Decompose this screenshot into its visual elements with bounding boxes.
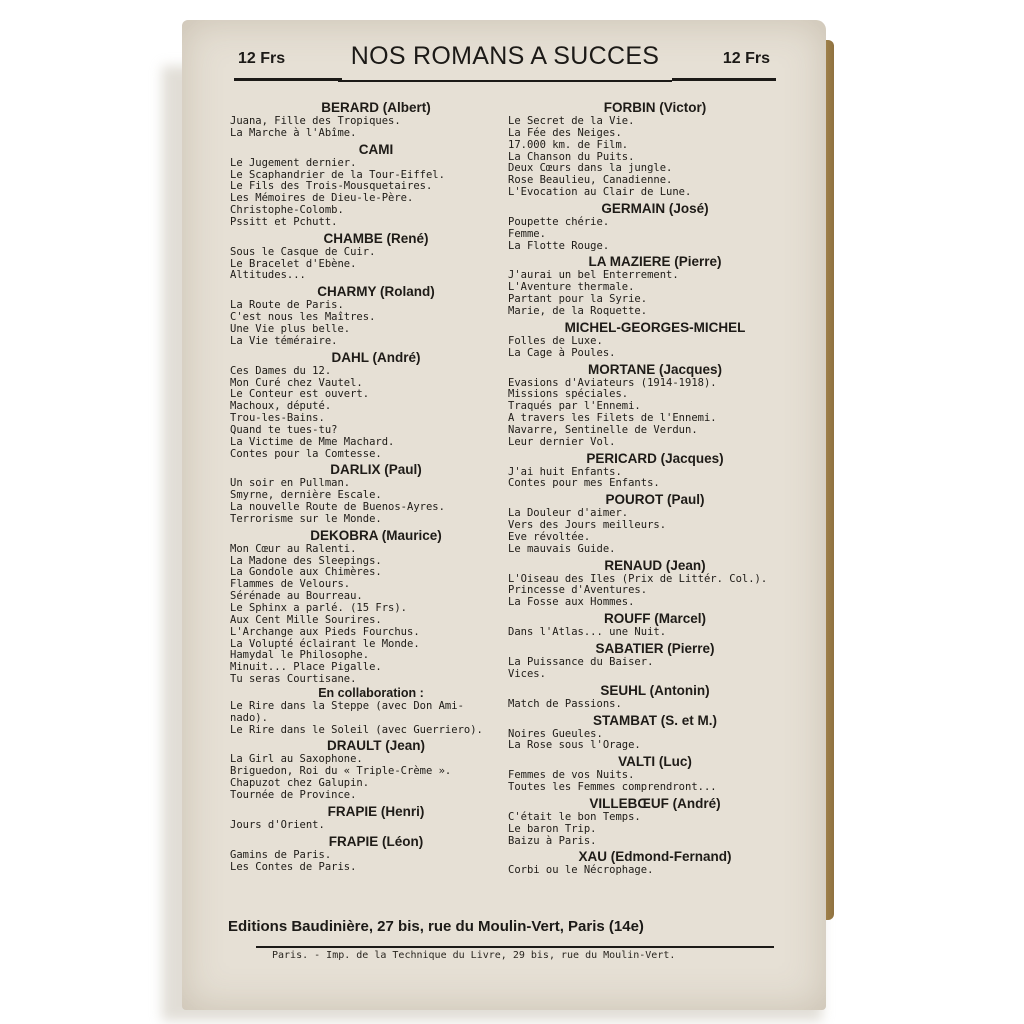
book-title: La Marche à l'Abîme. bbox=[230, 126, 357, 139]
author-entry bbox=[230, 528, 492, 686]
author-name: FRAPIE (Léon) bbox=[328, 833, 424, 849]
book-title: Mon Cœur au Ralenti. bbox=[230, 542, 357, 555]
book-title: La Madone des Sleepings. bbox=[230, 554, 382, 567]
book-title: La Douleur d'aimer. bbox=[508, 507, 629, 520]
book-title: Le Bracelet d'Ebène. bbox=[230, 257, 357, 270]
book-title: Le baron Trip. bbox=[508, 822, 597, 835]
book-title: Folles de Luxe. bbox=[508, 334, 603, 347]
author-name: CHARMY (Roland) bbox=[317, 284, 435, 300]
book-title: Noires Gueules. bbox=[508, 727, 603, 740]
author-entry bbox=[230, 462, 492, 525]
book-title: Tournée de Province. bbox=[230, 788, 357, 801]
book-title: La nouvelle Route de Buenos-Ayres. bbox=[230, 501, 445, 514]
book-title: Jours d'Orient. bbox=[230, 818, 325, 831]
author-name: SABATIER (Pierre) bbox=[595, 641, 715, 656]
author-entry bbox=[230, 738, 492, 801]
book-title: Poupette chérie. bbox=[508, 215, 610, 228]
book-title: La Route de Paris. bbox=[230, 299, 344, 312]
author-entry bbox=[508, 611, 772, 639]
book-title: Tu seras Courtisane. bbox=[230, 673, 357, 686]
book-title: Toutes les Femmes comprendront... bbox=[508, 781, 717, 794]
book-title: La Flotte Rouge. bbox=[508, 239, 610, 252]
book-title: Vers des Jours meilleurs. bbox=[508, 519, 667, 532]
book-title: Smyrne, dernière Escale. bbox=[230, 489, 382, 502]
book-title: Une Vie plus belle. bbox=[230, 322, 351, 335]
book-title: J'aurai un bel Enterrement. bbox=[508, 269, 679, 282]
author-name: VALTI (Luc) bbox=[618, 754, 692, 770]
book-title: Ces Dames du 12. bbox=[230, 364, 332, 377]
author-entry bbox=[230, 100, 492, 140]
header-rule-left bbox=[234, 78, 342, 81]
author-entry bbox=[508, 362, 772, 449]
author-entry bbox=[508, 796, 772, 848]
book-title: Le mauvais Guide. bbox=[508, 542, 616, 555]
author-entry bbox=[230, 284, 492, 347]
header-rule-right bbox=[672, 78, 776, 81]
book-title: A travers les Filets de l'Ennemi. bbox=[508, 412, 717, 425]
book-title: Princesse d'Aventures. bbox=[508, 584, 648, 597]
book-title: Terrorisme sur le Monde. bbox=[230, 512, 382, 525]
publisher-line: Editions Baudinière, 27 bis, rue du Moulin-Vert, Paris (14e) bbox=[228, 918, 644, 935]
book-title: Le Conteur est ouvert. bbox=[230, 388, 370, 401]
book-title: Trou-les-Bains. bbox=[230, 412, 325, 425]
book-title: Le Sphinx a parlé. (15 Frs). bbox=[230, 602, 408, 614]
book-title: Les Contes de Paris. bbox=[230, 860, 357, 873]
book-title: Evasions d'Aviateurs (1914-1918). bbox=[508, 376, 717, 389]
book-title: Rose Beaulieu, Canadienne. bbox=[508, 174, 673, 187]
book-title: Le Rire dans la Steppe (avec Don Ami- bbox=[230, 699, 464, 712]
book-title: Aux Cent Mille Sourires. bbox=[230, 613, 382, 626]
author-entry bbox=[508, 558, 772, 610]
footer-rule bbox=[256, 946, 774, 948]
book-title: Chapuzot chez Galupin. bbox=[230, 777, 370, 790]
author-name: XAU (Edmond-Fernand) bbox=[578, 849, 732, 865]
page-title: NOS ROMANS A SUCCES bbox=[350, 42, 660, 70]
book-title: Match de Passions. bbox=[508, 697, 622, 710]
book-title: Marie, de la Roquette. bbox=[508, 304, 648, 317]
author-name: FRAPIE (Henri) bbox=[327, 803, 425, 819]
author-entry bbox=[508, 754, 772, 794]
book-title: Contes pour la Comtesse. bbox=[230, 447, 382, 460]
author-name: RENAUD (Jean) bbox=[604, 557, 706, 573]
book-title: La Fée des Neiges. bbox=[508, 126, 622, 139]
book-title: Navarre, Sentinelle de Verdun. bbox=[508, 423, 698, 436]
book-title: Missions spéciales. bbox=[508, 388, 629, 401]
author-name: CHAMBE (René) bbox=[323, 230, 429, 246]
author-entry bbox=[508, 492, 772, 555]
right-column bbox=[508, 98, 772, 877]
author-entry bbox=[230, 231, 492, 283]
book-title: Les Mémoires de Dieu-le-Père. bbox=[230, 192, 414, 205]
book-title: Sous le Casque de Cuir. bbox=[230, 245, 376, 258]
book-title: Le Scaphandrier de la Tour-Eiffel. bbox=[230, 168, 445, 181]
book-title: Sérénade au Bourreau. bbox=[230, 590, 363, 603]
book-title: Machoux, député. bbox=[230, 400, 332, 413]
left-column bbox=[230, 98, 492, 873]
book-title: L'Archange aux Pieds Fourchus. bbox=[230, 625, 420, 638]
author-entry bbox=[230, 686, 492, 737]
book-title: Baizu à Paris. bbox=[508, 834, 597, 847]
author-name: DAHL (André) bbox=[331, 349, 421, 365]
author-name: GERMAIN (José) bbox=[601, 200, 709, 216]
book-title: Le Secret de la Vie. bbox=[508, 115, 635, 127]
book-title: Flammes de Velours. bbox=[230, 578, 351, 591]
book-title: Briguedon, Roi du « Triple-Crème ». bbox=[230, 765, 452, 778]
book-title: Deux Cœurs dans la jungle. bbox=[508, 162, 673, 175]
author-entry bbox=[230, 834, 492, 874]
author-name: FORBIN (Victor) bbox=[603, 100, 707, 115]
author-name: MORTANE (Jacques) bbox=[587, 361, 723, 377]
book-title: C'était le bon Temps. bbox=[508, 810, 641, 823]
author-name: DEKOBRA (Maurice) bbox=[310, 527, 442, 543]
book-title: Leur dernier Vol. bbox=[508, 435, 616, 448]
book-title: Le Jugement dernier. bbox=[230, 156, 357, 169]
back-cover-page bbox=[182, 20, 826, 1010]
book-title: Altitudes... bbox=[230, 269, 306, 282]
book-title: La Chanson du Puits. bbox=[508, 150, 635, 163]
author-entry bbox=[508, 201, 772, 253]
book-title: J'ai huit Enfants. bbox=[508, 465, 622, 478]
book-title: Le Fils des Trois-Mousquetaires. bbox=[230, 180, 433, 193]
book-title: L'Oiseau des Iles (Prix de Littér. Col.). bbox=[508, 572, 768, 585]
book-title: La Fosse aux Hommes. bbox=[508, 596, 635, 609]
author-name: PERICARD (Jacques) bbox=[586, 450, 724, 466]
book-title: Le Rire dans le Soleil (avec Guerriero). bbox=[230, 723, 483, 736]
book-title: Quand te tues-tu? bbox=[230, 423, 338, 436]
book-title: Juana, Fille des Tropiques. bbox=[230, 115, 401, 127]
book-title: Eve révoltée. bbox=[508, 530, 591, 543]
book-title: La Girl au Saxophone. bbox=[230, 753, 363, 766]
book-title: Vices. bbox=[508, 667, 546, 680]
header-rule-middle bbox=[338, 80, 672, 82]
author-name: BERARD (Albert) bbox=[321, 100, 431, 115]
section-subhead: En collaboration : bbox=[318, 685, 424, 700]
book-title: La Volupté éclairant le Monde. bbox=[230, 637, 420, 650]
author-entry bbox=[508, 320, 772, 360]
author-name: STAMBAT (S. et M.) bbox=[593, 712, 717, 728]
author-entry bbox=[508, 641, 772, 681]
author-name: DARLIX (Paul) bbox=[330, 462, 422, 478]
price-left: 12 Frs bbox=[238, 50, 286, 67]
book-title: La Gondole aux Chimères. bbox=[230, 566, 382, 579]
header bbox=[182, 42, 826, 86]
book-title: L'Aventure thermale. bbox=[508, 281, 635, 294]
author-entry bbox=[508, 683, 772, 711]
book-title: C'est nous les Maîtres. bbox=[230, 311, 376, 324]
author-name: VILLEBŒUF (André) bbox=[589, 795, 721, 811]
book-title: Femmes de vos Nuits. bbox=[508, 769, 635, 782]
book-title: 17.000 km. de Film. bbox=[508, 138, 629, 151]
book-title: Hamydal le Philosophe. bbox=[230, 649, 370, 662]
book-title: Mon Curé chez Vautel. bbox=[230, 376, 363, 389]
book-title: Un soir en Pullman. bbox=[230, 477, 351, 490]
book-title: La Vie téméraire. bbox=[230, 334, 338, 347]
author-name: MICHEL-GEORGES-MICHEL bbox=[564, 319, 746, 335]
author-name: CAMI bbox=[358, 141, 394, 157]
book-title: La Puissance du Baiser. bbox=[508, 656, 654, 668]
author-entry bbox=[230, 804, 492, 832]
author-name: LA MAZIERE (Pierre) bbox=[588, 254, 722, 270]
author-entry bbox=[508, 451, 772, 491]
author-name: ROUFF (Marcel) bbox=[603, 611, 706, 627]
book-title: La Rose sous l'Orage. bbox=[508, 739, 641, 752]
author-name: SEUHL (Antonin) bbox=[600, 682, 710, 698]
book-title: Corbi ou le Nécrophage. bbox=[508, 864, 654, 877]
book-title: Femme. bbox=[508, 227, 546, 240]
book-title: Pssitt et Pchutt. bbox=[230, 215, 338, 228]
book-title: Gamins de Paris. bbox=[230, 848, 332, 861]
book-title: nado). bbox=[230, 711, 268, 724]
price-right: 12 Frs bbox=[722, 50, 770, 67]
book-title: La Cage à Poules. bbox=[508, 346, 616, 359]
book-title: L'Evocation au Clair de Lune. bbox=[508, 186, 692, 199]
printer-line: Paris. - Imp. de la Technique du Livre, 29 bis, rue du Moulin-Vert. bbox=[272, 950, 676, 961]
author-entry bbox=[508, 849, 772, 877]
author-entry bbox=[230, 350, 492, 461]
book-title: La Victime de Mme Machard. bbox=[230, 435, 395, 448]
author-entry bbox=[508, 100, 772, 199]
author-name: POUROT (Paul) bbox=[605, 492, 705, 508]
book-title: Minuit... Place Pigalle. bbox=[230, 661, 382, 674]
book-title: Partant pour la Syrie. bbox=[508, 293, 648, 306]
author-entry bbox=[230, 142, 492, 229]
author-entry bbox=[508, 713, 772, 753]
book-title: Dans l'Atlas... une Nuit. bbox=[508, 626, 667, 639]
book-title: Contes pour mes Enfants. bbox=[508, 477, 660, 490]
book-title: Christophe-Colomb. bbox=[230, 204, 344, 217]
book-title: Traqués par l'Ennemi. bbox=[508, 400, 641, 413]
author-entry bbox=[508, 254, 772, 317]
author-name: DRAULT (Jean) bbox=[326, 738, 425, 754]
